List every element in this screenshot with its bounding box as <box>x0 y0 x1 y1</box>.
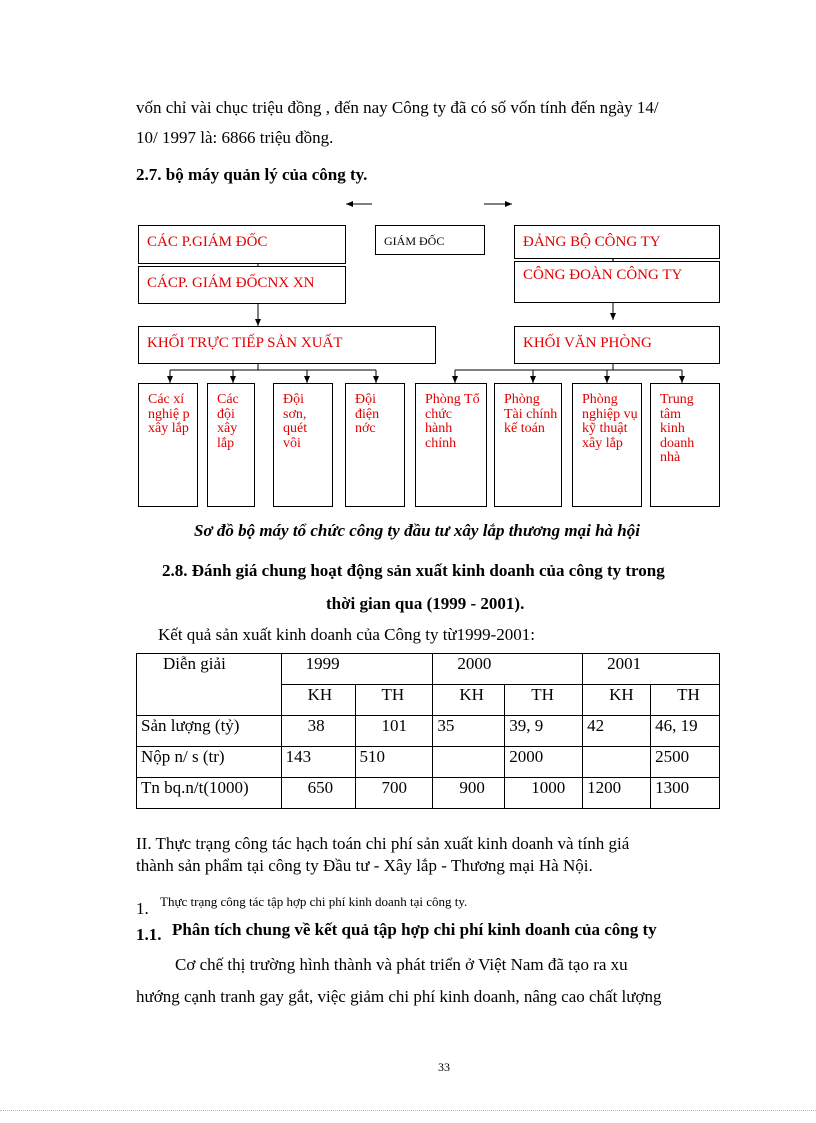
subsection-heading: Phân tích chung về kết quả tập hợp chi phí kinh doanh của công ty <box>172 920 657 939</box>
table-cell: 38 <box>281 716 355 747</box>
org-unit-label: Phòng Tổ chức hành chính <box>425 392 480 451</box>
section-II-line: thành sản phẩm tại công ty Đầu tư - Xây lắp - Thương mại Hà Nội. <box>136 856 593 875</box>
org-box-label: CÔNG ĐOÀN CÔNG TY <box>523 267 683 283</box>
org-unit-box <box>138 383 198 507</box>
table-subheader: KH <box>281 685 355 716</box>
table-row <box>137 747 720 778</box>
paragraph-line: 10/ 1997 là: 6866 triệu đồng. <box>136 128 334 147</box>
org-box-label: KHỐI TRỰC TIẾP SẢN XUẤT <box>147 335 343 351</box>
table-cell: 143 <box>281 747 355 778</box>
org-box-party <box>514 225 720 259</box>
table-cell: 35 <box>433 716 505 747</box>
table-intro: Kết quả sản xuất kinh doanh của Công ty từ1999-2001: <box>158 625 536 644</box>
table-cell: 510 <box>355 747 433 778</box>
table-row-label: Nộp n/ s (tr) <box>137 747 282 778</box>
paragraph-line: hướng cạnh tranh gay gắt, việc giảm chi phí kinh doanh, nâng cao chất lượng <box>136 987 662 1006</box>
list-item-text: Thực trạng công tác tập hợp chi phí kinh doanh tại công ty. <box>160 894 468 909</box>
org-box-production-block <box>138 326 436 364</box>
table-cell: 101 <box>355 716 433 747</box>
page-number: 33 <box>438 1060 450 1074</box>
table-subheader: TH <box>355 685 433 716</box>
table-cell: 46, 19 <box>651 716 720 747</box>
list-number: 1. <box>136 899 149 918</box>
section-heading-2-8: 2.8. Đánh giá chung hoạt động sản xuất kinh doanh của công ty trong <box>162 561 665 580</box>
table-cell: 1000 <box>505 778 583 809</box>
table-cell: 2000 <box>505 747 583 778</box>
org-unit-label: Đội điện nớc <box>355 392 380 436</box>
results-table <box>136 653 720 809</box>
table-subheader: TH <box>651 685 720 716</box>
paragraph-line: Cơ chế thị trường hình thành và phát triển ở Việt Nam đã tạo ra xu <box>175 955 628 974</box>
table-cell: 900 <box>433 778 505 809</box>
org-box-deputy-directors <box>138 225 346 264</box>
org-box-label: ĐẢNG BỘ CÔNG TY <box>523 234 661 250</box>
org-unit-box <box>415 383 487 507</box>
org-unit-label: Phòng Tài chính kế toán <box>504 392 558 436</box>
table-cell: 39, 9 <box>505 716 583 747</box>
org-box-union <box>514 261 720 303</box>
section-II-line: II. Thực trạng công tác hạch toán chi phí sản xuất kinh doanh và tính giá <box>136 834 630 853</box>
table-cell: 650 <box>281 778 355 809</box>
table-subheader: KH <box>583 685 651 716</box>
section-heading-2-8-cont: thời gian qua (1999 - 2001). <box>326 594 525 613</box>
org-unit-label: Phòng nghiệp vụ kỹ thuật xây lắp <box>582 392 638 451</box>
org-unit-box <box>494 383 562 507</box>
table-cell <box>583 747 651 778</box>
org-unit-label: Trung tâm kinh doanh nhà <box>660 392 695 465</box>
org-box-deputy-directors-branches <box>138 266 346 304</box>
table-year-header: 1999 <box>281 654 433 685</box>
org-chart-caption: Sơ đồ bộ máy tổ chức công ty đầu tư xây lắp thương mại hà hội <box>194 521 640 540</box>
table-row-label: Sản lượng (tỷ) <box>137 716 282 747</box>
org-box-label: GIÁM ĐỐC <box>384 234 445 248</box>
org-unit-box <box>273 383 333 507</box>
page-bottom-border <box>0 1110 816 1111</box>
table-row <box>137 716 720 747</box>
org-box-label: KHỐI VĂN PHÒNG <box>523 335 652 351</box>
subsection-number: 1.1. <box>136 925 162 944</box>
org-unit-label: Các xí nghiệ p xây lắp <box>148 392 190 436</box>
table-subheader: KH <box>433 685 505 716</box>
org-unit-box <box>572 383 642 507</box>
table-year-header: 2001 <box>583 654 720 685</box>
table-cell: 1300 <box>651 778 720 809</box>
table-cell: 42 <box>583 716 651 747</box>
table-year-header: 2000 <box>433 654 583 685</box>
org-box-label: CÁCP. GIÁM ĐỐCNX XN <box>147 275 315 291</box>
org-box-office-block <box>514 326 720 364</box>
table-corner-header: Diễn giải <box>137 654 282 716</box>
org-unit-label: Các đội xây lắp <box>217 392 239 451</box>
org-unit-label: Đội sơn, quét vôi <box>283 392 308 451</box>
table-cell <box>433 747 505 778</box>
table-cell: 2500 <box>651 747 720 778</box>
table-cell: 700 <box>355 778 433 809</box>
table-cell: 1200 <box>583 778 651 809</box>
table-row <box>137 778 720 809</box>
org-unit-box <box>207 383 255 507</box>
org-box-label: CÁC P.GIÁM ĐỐC <box>147 234 268 250</box>
org-box-director <box>375 225 485 255</box>
org-unit-box <box>345 383 405 507</box>
table-row-label: Tn bq.n/t(1000) <box>137 778 282 809</box>
paragraph-line: vốn chỉ vài chục triệu đồng , đến nay Công ty đã có số vốn tính đến ngày 14/ <box>136 98 659 117</box>
table-subheader: TH <box>505 685 583 716</box>
section-heading-2-7: 2.7. bộ máy quản lý của công ty. <box>136 165 368 184</box>
org-unit-box <box>650 383 720 507</box>
